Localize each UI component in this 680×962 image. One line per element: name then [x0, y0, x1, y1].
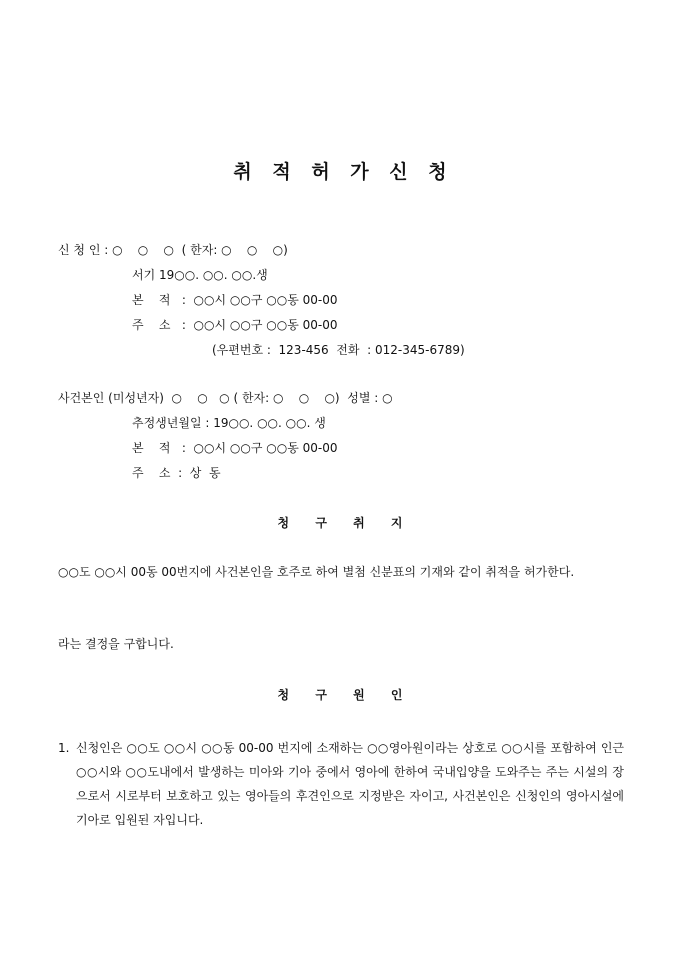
- applicant-domicile: 본 적 : ○○시 ○○구 ○○동 00-00: [132, 293, 338, 307]
- cause-heading: 청 구 원 인: [277, 688, 403, 702]
- subject-name-line: 사건본인 (미성년자) ○ ○ ○ ( 한자: ○ ○ ○) 성별 : ○: [58, 391, 393, 405]
- applicant-birth: 서기 19○○. ○○. ○○.생: [132, 268, 268, 282]
- subject-domicile: 본 적 : ○○시 ○○구 ○○동 00-00: [132, 441, 338, 455]
- purpose-heading: 청 구 취 지: [277, 516, 403, 530]
- subject-address: 주 소 : 상 동: [132, 466, 221, 480]
- subject-birth: 추정생년월일 : 19○○. ○○. ○○. 생: [132, 416, 326, 430]
- purpose-closing: 라는 결정을 구합니다.: [58, 637, 174, 651]
- applicant-name-line: 신 청 인 : ○ ○ ○ ( 한자: ○ ○ ○): [58, 243, 288, 257]
- cause-item-text: 신청인은 ○○도 ○○시 ○○동 00-00 번지에 소재하는 ○○영아원이라는 상호로 ○○시를 포함하여 인근 ○○시와 ○○도내에서 발생하는 미아와 기아 중에서 영아에 한하여 국내입양을 도와주는 주는 시설의 장으로서 시로부터 보호하고 있는 영아들의 후견인으로 지정받은 자이고, 사건본인은 신청인의 영아시설에 기아로 입원된 자입니다.: [76, 741, 624, 827]
- applicant-address: 주 소 : ○○시 ○○구 ○○동 00-00: [132, 318, 338, 332]
- document-title: 취 적 허 가 신 청: [233, 161, 447, 183]
- applicant-contact: (우편번호 : 123-456 전화 : 012-345-6789): [212, 343, 465, 357]
- purpose-body: ○○도 ○○시 00동 00번지에 사건본인을 호주로 하여 별첨 신분표의 기재와 같이 취적을 허가한다.: [58, 565, 575, 579]
- cause-item-number: 1.: [58, 741, 70, 755]
